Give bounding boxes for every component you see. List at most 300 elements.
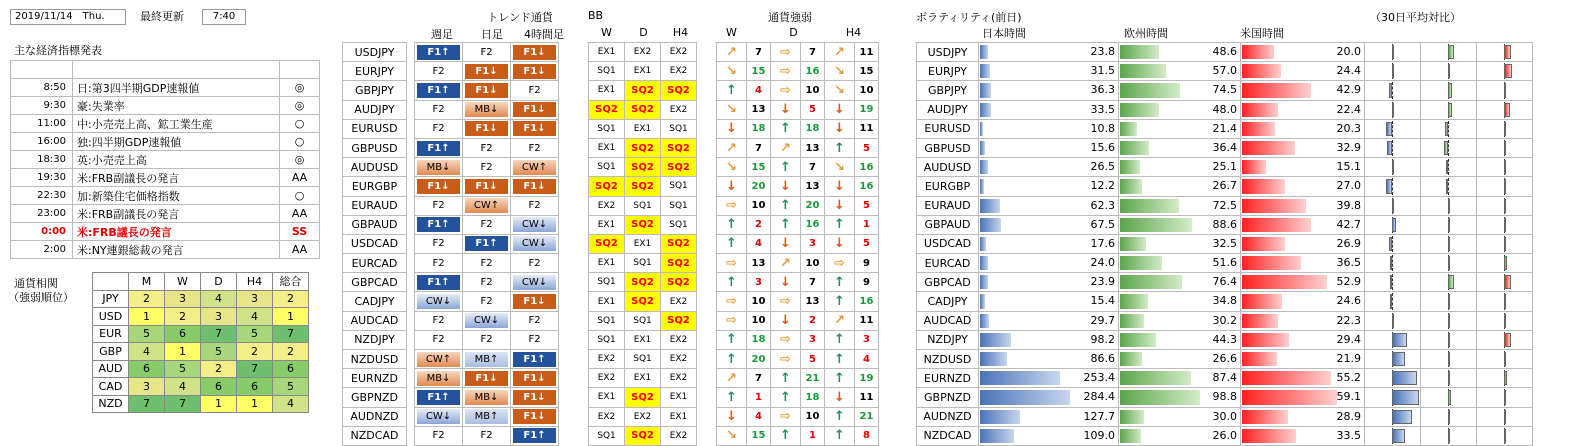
vol-ratio-cell-r1 (1365, 177, 1421, 196)
strength-arrow-icon: ↓ (717, 119, 747, 138)
event-row (11, 79, 320, 97)
vol-value-jp: 15.4 (1090, 294, 1115, 308)
corr-header: W (165, 273, 201, 291)
bb-cell: SQ2 (589, 234, 625, 253)
trend-signal: F1↓ (465, 179, 508, 194)
strength-row (717, 426, 879, 445)
strength-arrow-icon: ⇨ (771, 350, 801, 369)
trend-signal: MB↓ (417, 371, 460, 386)
vol-ratio-cell-r3 (1477, 426, 1533, 445)
strength-value: 13 (747, 100, 771, 119)
vol-bar-cell-eu (1119, 407, 1241, 426)
corr-row (93, 378, 309, 396)
event-row (11, 61, 320, 79)
strength-arrow-icon: ↑ (825, 292, 855, 311)
event-name: 米:NY連銀総裁の発言 (73, 241, 280, 259)
strength-row (717, 388, 879, 407)
corr-rank: 7 (129, 395, 165, 413)
trend-pair: AUDNZD (343, 407, 407, 426)
vol-bar-jp (980, 83, 991, 97)
vol-bar-jp (980, 429, 1014, 443)
vol-bar-eu (1120, 410, 1144, 424)
trend-signal: F2 (417, 256, 460, 271)
events-table (10, 60, 320, 259)
strength-value: 4 (747, 234, 771, 253)
strength-value: 20 (747, 350, 771, 369)
trend-cell-d (463, 369, 511, 388)
vol-ratio-cell-r2 (1421, 215, 1477, 234)
vol-bar-cell-eu (1119, 177, 1241, 196)
vol-ratio-bar-r3 (1504, 429, 1506, 443)
updated-label: 最終更新 (140, 10, 184, 23)
strength-head-h4: H4 (845, 26, 862, 39)
trend-gap (407, 234, 415, 253)
vol-ratio-cell-r1 (1365, 119, 1421, 138)
vol-ratio-bar-r2 (1448, 352, 1450, 366)
bb-cell: SQ1 (625, 196, 661, 215)
event-time: 16:00 (11, 133, 73, 151)
trend-row (343, 254, 559, 273)
vol-row (917, 43, 1533, 62)
strength-value: 18 (801, 388, 825, 407)
vol-value-us: 15.1 (1336, 160, 1361, 174)
vol-ratio-bar-r1 (1390, 275, 1392, 289)
bb-cell: EX2 (661, 100, 697, 119)
corr-row (93, 395, 309, 413)
trend-row (343, 369, 559, 388)
corr-row (93, 360, 309, 378)
vol-ratio-bar-r1 (1387, 141, 1392, 155)
vol-value-us: 55.2 (1336, 371, 1361, 385)
strength-row (717, 196, 879, 215)
vol-bar-cell-jp (979, 196, 1119, 215)
vol-bar-cell-eu (1119, 292, 1241, 311)
event-mark: AA (280, 169, 320, 187)
corr-rank: 5 (201, 343, 237, 361)
vol-ratio-bar-r3 (1504, 141, 1506, 155)
bb-cell: SQ2 (661, 254, 697, 273)
vol-ratio-cell-r2 (1421, 426, 1477, 445)
vol-row (917, 254, 1533, 273)
trend-row (343, 330, 559, 349)
trend-signal: F2 (513, 313, 556, 328)
strength-value: 10 (801, 254, 825, 273)
trend-cell-d (463, 177, 511, 196)
vol-ratio-cell-r1 (1365, 350, 1421, 369)
vol-ratio-cell-r1 (1365, 215, 1421, 234)
strength-value: 15 (747, 158, 771, 177)
trend-row (343, 426, 559, 445)
trend-signal: F1↑ (417, 141, 460, 156)
bb-cell: EX2 (661, 62, 697, 81)
bb-row (589, 215, 697, 234)
vol-ratio-bar-r2 (1448, 429, 1450, 443)
strength-value: 7 (747, 43, 771, 62)
trend-signal: F1↓ (513, 102, 556, 117)
strength-value: 4 (747, 407, 771, 426)
trend-pair: AUDJPY (343, 100, 407, 119)
strength-value: 11 (855, 43, 879, 62)
vol-bar-cell-jp (979, 426, 1119, 445)
corr-rank: 6 (129, 360, 165, 378)
strength-value: 13 (747, 254, 771, 273)
vol-bar-us (1242, 103, 1278, 117)
vol-ratio-bar-r2 (1445, 122, 1448, 136)
vol-value-eu: 25.1 (1212, 160, 1237, 174)
bb-row (589, 62, 697, 81)
corr-rank: 7 (237, 360, 273, 378)
bb-cell: SQ1 (661, 196, 697, 215)
event-time: 22:30 (11, 187, 73, 205)
vol-ratio-bar-r3 (1504, 390, 1506, 404)
trend-pair: AUDCAD (343, 311, 407, 330)
corr-rank: 3 (129, 378, 165, 396)
strength-value: 5 (855, 234, 879, 253)
vol-ratio-cell-r3 (1477, 350, 1533, 369)
vol-ratio-bar-r1 (1392, 390, 1419, 404)
trend-pair: GBPJPY (343, 81, 407, 100)
event-time: 9:30 (11, 97, 73, 115)
vol-bar-cell-us (1241, 138, 1365, 157)
vol-value-eu: 44.3 (1212, 332, 1237, 346)
vol-value-eu: 30.0 (1212, 409, 1237, 423)
corr-currency: EUR (93, 325, 129, 343)
vol-bar-cell-eu (1119, 158, 1241, 177)
vol-pair: NZDUSD (917, 350, 979, 369)
vol-bar-jp (980, 294, 985, 308)
bb-cell: SQ1 (589, 273, 625, 292)
strength-row (717, 158, 879, 177)
bb-cell: SQ1 (589, 426, 625, 445)
bb-cell: SQ1 (625, 350, 661, 369)
vol-ratio-cell-r1 (1365, 138, 1421, 157)
vol-bar-jp (980, 390, 1070, 404)
vol-value-jp: 23.8 (1090, 45, 1115, 58)
trend-signal: F1↓ (513, 390, 556, 405)
trend-head-h4: 4時間足 (524, 28, 564, 41)
bb-cell: SQ2 (625, 215, 661, 234)
vol-row (917, 369, 1533, 388)
corr-header: D (201, 273, 237, 291)
vol-ratio-cell-r1 (1365, 369, 1421, 388)
vol-bar-cell-jp (979, 407, 1119, 426)
vol-pair: USDJPY (917, 43, 979, 62)
trend-signal: F1↓ (465, 371, 508, 386)
vol-bar-cell-us (1241, 234, 1365, 253)
strength-arrow-icon: ↑ (717, 388, 747, 407)
trend-signal: MB↓ (465, 102, 508, 117)
trend-signal: F1↓ (465, 64, 508, 79)
strength-value: 2 (747, 215, 771, 234)
vol-bar-cell-eu (1119, 100, 1241, 119)
event-name: 米:FRB副議長の発言 (73, 169, 280, 187)
strength-value: 18 (747, 119, 771, 138)
vol-bar-jp (980, 237, 986, 251)
strength-arrow-icon: ⇨ (717, 292, 747, 311)
vol-bar-us (1242, 256, 1301, 270)
trend-row (343, 388, 559, 407)
strength-arrow-icon: ⇨ (771, 292, 801, 311)
trend-signal: F2 (417, 236, 460, 251)
strength-value: 5 (855, 138, 879, 157)
vol-ratio-bar-r3 (1504, 64, 1512, 78)
vol-ratio-bar-r3 (1504, 237, 1506, 251)
strength-value: 16 (801, 62, 825, 81)
vol-bar-eu (1120, 64, 1166, 78)
vol-value-us: 36.5 (1336, 256, 1361, 270)
corr-row (93, 308, 309, 326)
strength-value: 13 (801, 138, 825, 157)
vol-bar-us (1242, 179, 1285, 193)
trend-cell-h4 (511, 177, 559, 196)
vol-ratio-baseline (1448, 140, 1449, 156)
vol-bar-cell-us (1241, 350, 1365, 369)
events-title: 主な経済指標発表 (14, 44, 102, 57)
bb-cell: SQ2 (589, 177, 625, 196)
vol-bar-cell-us (1241, 100, 1365, 119)
vol-value-us: 26.9 (1336, 236, 1361, 250)
vol-bar-jp (980, 333, 1011, 347)
strength-arrow-icon: ↑ (771, 426, 801, 445)
trend-gap (407, 43, 415, 62)
corr-subtitle: （強弱順位） (8, 291, 74, 304)
strength-value: 21 (855, 407, 879, 426)
vol-ratio-baseline (1392, 293, 1393, 309)
trend-signal: F2 (513, 141, 556, 156)
vol-bar-cell-us (1241, 81, 1365, 100)
vol-ratio-cell-r3 (1477, 81, 1533, 100)
trend-gap (407, 119, 415, 138)
trend-pair: AUDUSD (343, 158, 407, 177)
strength-arrow-icon: ↓ (771, 177, 801, 196)
vol-ratio-bar-r1 (1392, 410, 1412, 424)
vol-ratio-bar-r1 (1392, 45, 1394, 59)
vol-head-us: 米国時間 (1240, 27, 1284, 40)
strength-value: 7 (801, 43, 825, 62)
corr-corner (93, 273, 129, 291)
trend-cell-d (463, 81, 511, 100)
trend-cell-d (463, 273, 511, 292)
bb-cell: EX1 (589, 254, 625, 273)
strength-arrow-icon: ↑ (717, 273, 747, 292)
vol-bar-cell-us (1241, 292, 1365, 311)
trend-signal: MB↑ (465, 409, 508, 424)
bb-row (589, 311, 697, 330)
vol-ratio-bar-r2 (1448, 275, 1454, 289)
trend-signal: F2 (513, 332, 556, 347)
corr-rank: 6 (165, 325, 201, 343)
vol-ratio-bar-r2 (1448, 45, 1454, 59)
corr-header-row (93, 273, 309, 291)
trend-pair: EURGBP (343, 177, 407, 196)
strength-value: 13 (801, 177, 825, 196)
trend-table (342, 42, 559, 446)
vol-bar-cell-jp (979, 388, 1119, 407)
corr-row (93, 343, 309, 361)
vol-row (917, 138, 1533, 157)
vol-ratio-cell-r2 (1421, 119, 1477, 138)
strength-value: 7 (747, 138, 771, 157)
vol-ratio-bar-r3 (1504, 294, 1506, 308)
trend-cell-w (415, 407, 463, 426)
vol-value-us: 32.9 (1336, 140, 1361, 154)
vol-ratio-cell-r2 (1421, 350, 1477, 369)
vol-bar-us (1242, 83, 1311, 97)
vol-value-jp: 23.9 (1090, 275, 1115, 289)
bb-head-d: D (639, 26, 648, 39)
vol-bar-us (1242, 141, 1295, 155)
event-mark: ○ (280, 133, 320, 151)
vol-ratio-cell-r3 (1477, 43, 1533, 62)
vol-bar-cell-eu (1119, 330, 1241, 349)
vol-bar-cell-us (1241, 407, 1365, 426)
trend-pair: EURJPY (343, 62, 407, 81)
trend-cell-w (415, 138, 463, 157)
corr-rank: 1 (201, 395, 237, 413)
trend-row (343, 234, 559, 253)
vol-value-jp: 24.0 (1090, 256, 1115, 270)
bb-cell: EX2 (661, 292, 697, 311)
strength-arrow-icon: ↘ (717, 426, 747, 445)
trend-gap (407, 311, 415, 330)
vol-bar-cell-us (1241, 254, 1365, 273)
strength-row (717, 119, 879, 138)
corr-rank: 5 (237, 325, 273, 343)
vol-bar-cell-us (1241, 388, 1365, 407)
trend-cell-h4 (511, 119, 559, 138)
vol-row (917, 388, 1533, 407)
trend-title: トレンド通貨 (487, 11, 553, 24)
strength-arrow-icon: ↗ (717, 369, 747, 388)
corr-rank: 5 (165, 360, 201, 378)
vol-bar-cell-eu (1119, 273, 1241, 292)
bb-row (589, 369, 697, 388)
vol-bar-eu (1120, 122, 1137, 136)
bb-cell: SQ2 (625, 426, 661, 445)
vol-bar-eu (1120, 83, 1180, 97)
vol-bar-us (1242, 218, 1311, 232)
vol-bar-cell-eu (1119, 215, 1241, 234)
trend-signal: CW↓ (513, 217, 556, 232)
vol-pair: AUDNZD (917, 407, 979, 426)
vol-ratio-bar-r1 (1386, 179, 1392, 193)
vol-ratio-cell-r2 (1421, 254, 1477, 273)
bb-cell: EX1 (625, 119, 661, 138)
corr-currency: GBP (93, 343, 129, 361)
vol-ratio-bar-r3 (1504, 410, 1506, 424)
strength-head-d: D (789, 26, 798, 39)
vol-ratio-bar-r1 (1392, 218, 1396, 232)
vol-head-eu: 欧州時間 (1124, 27, 1168, 40)
bb-row (589, 407, 697, 426)
bb-cell: SQ1 (589, 158, 625, 177)
vol-value-eu: 26.0 (1212, 428, 1237, 442)
vol-bar-cell-us (1241, 273, 1365, 292)
vol-bar-us (1242, 371, 1331, 385)
trend-row (343, 100, 559, 119)
vol-bar-cell-us (1241, 119, 1365, 138)
trend-cell-d (463, 350, 511, 369)
vol-ratio-baseline (1392, 274, 1393, 290)
bb-cell: SQ2 (625, 138, 661, 157)
updated-time-box (202, 9, 246, 25)
strength-value: 2 (801, 311, 825, 330)
event-mark: ◎ (280, 97, 320, 115)
vol-bar-cell-jp (979, 369, 1119, 388)
vol-ratio-bar-r1 (1392, 199, 1394, 213)
vol-bar-jp (980, 179, 984, 193)
strength-arrow-icon: ↓ (825, 196, 855, 215)
event-mark: ○ (280, 115, 320, 133)
vol-bar-cell-jp (979, 234, 1119, 253)
vol-ratio-bar-r1 (1390, 294, 1392, 308)
vol-ratio-cell-r3 (1477, 407, 1533, 426)
bb-row (589, 177, 697, 196)
vol-value-jp: 253.4 (1083, 371, 1115, 385)
trend-cell-w (415, 196, 463, 215)
event-mark: ◎ (280, 151, 320, 169)
trend-cell-w (415, 426, 463, 445)
vol-ratio-bar-r1 (1392, 371, 1417, 385)
bb-cell: SQ1 (661, 215, 697, 234)
trend-cell-d (463, 254, 511, 273)
vol-ratio-baseline (1392, 236, 1393, 252)
trend-row (343, 177, 559, 196)
trend-pair: NZDCAD (343, 426, 407, 445)
trend-pair: EURUSD (343, 119, 407, 138)
vol-value-us: 22.3 (1336, 313, 1361, 327)
vol-row (917, 311, 1533, 330)
vol-value-eu: 26.6 (1212, 352, 1237, 365)
corr-rank: 7 (165, 395, 201, 413)
vol-row (917, 292, 1533, 311)
vol-ratio-cell-r3 (1477, 292, 1533, 311)
vol-bar-cell-jp (979, 177, 1119, 196)
strength-value: 7 (801, 273, 825, 292)
strength-arrow-icon: ↑ (825, 138, 855, 157)
vol-ratio-cell-r1 (1365, 426, 1421, 445)
strength-arrow-icon: ⇨ (717, 254, 747, 273)
vol-bar-eu (1120, 237, 1146, 251)
vol-value-jp: 31.5 (1090, 64, 1115, 78)
vol-value-jp: 36.3 (1090, 83, 1115, 97)
vol-pair: GBPCAD (917, 273, 979, 292)
vol-ratio-bar-r2 (1446, 179, 1448, 193)
strength-value: 7 (801, 158, 825, 177)
vol-row (917, 177, 1533, 196)
trend-signal: F1↑ (417, 83, 460, 98)
event-row (11, 223, 320, 241)
event-mark: SS (280, 223, 320, 241)
vol-ratio-baseline (1448, 159, 1449, 175)
bb-cell: SQ1 (589, 330, 625, 349)
trend-row (343, 292, 559, 311)
bb-cell: SQ1 (661, 119, 697, 138)
vol-bar-eu (1120, 179, 1142, 193)
bb-cell: EX2 (625, 407, 661, 426)
vol-bar-cell-eu (1119, 426, 1241, 445)
strength-arrow-icon: ↘ (825, 62, 855, 81)
strength-arrow-icon: ↓ (771, 234, 801, 253)
vol-pair: GBPNZD (917, 388, 979, 407)
vol-pair: CADJPY (917, 292, 979, 311)
event-name (73, 61, 280, 79)
vol-bar-cell-eu (1119, 138, 1241, 157)
trend-signal: F2 (417, 198, 460, 213)
trend-signal: CW↓ (417, 409, 460, 424)
corr-rank: 5 (129, 325, 165, 343)
vol-row (917, 100, 1533, 119)
